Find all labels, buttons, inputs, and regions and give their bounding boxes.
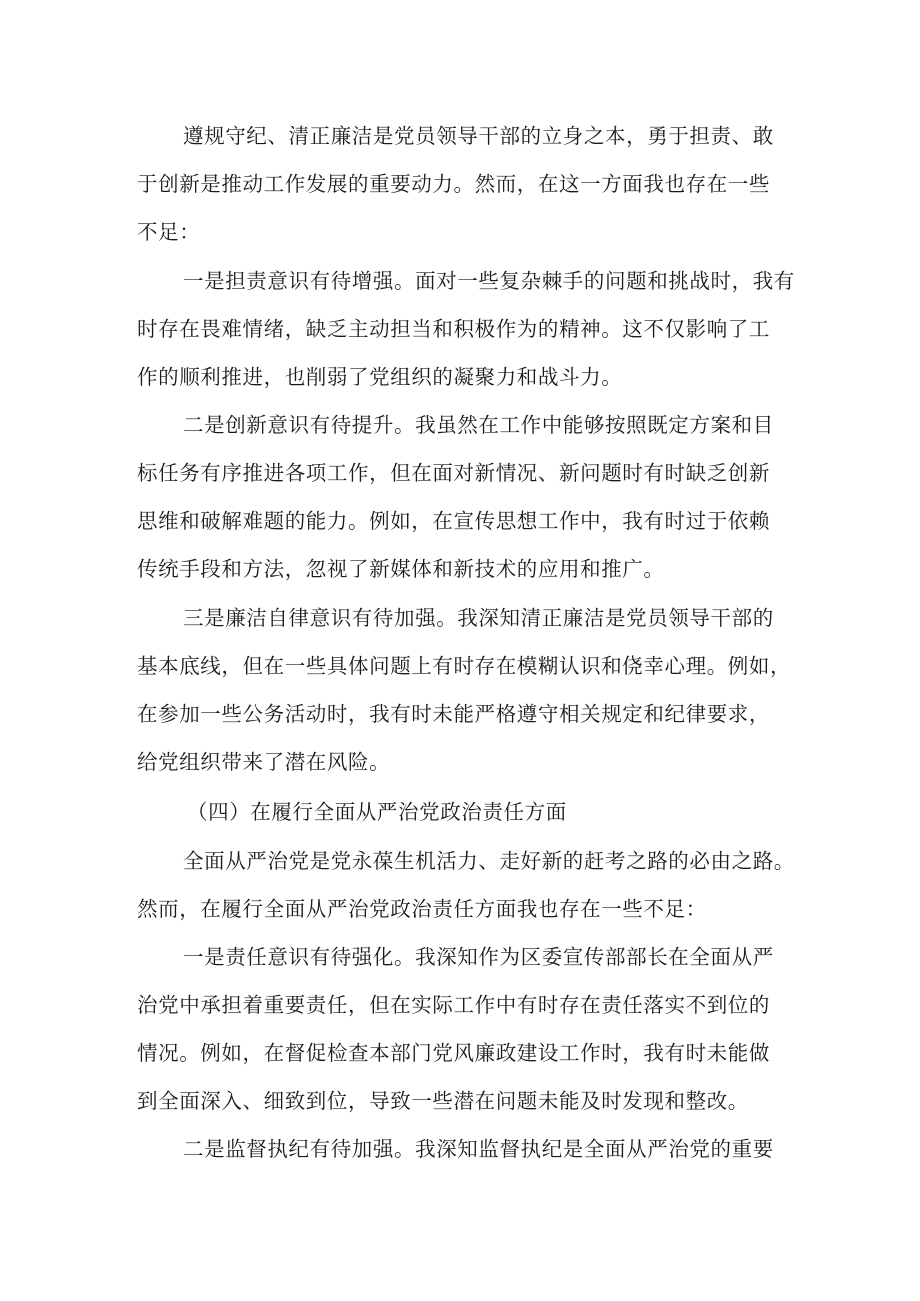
paragraph-line: 时存在畏难情绪，缺乏主动担当和积极作为的精神。这不仅影响了工 — [137, 317, 770, 341]
paragraph-line: 然而，在履行全面从严治党政治责任方面我也存在一些不足： — [137, 897, 707, 921]
section-heading: （四）在履行全面从严治党政治责任方面 — [187, 800, 567, 824]
paragraph-line: 遵规守纪、清正廉洁是党员领导干部的立身之本，勇于担责、敢 — [183, 124, 774, 148]
paragraph-line: 二是创新意识有待提升。我虽然在工作中能够按照既定方案和目 — [183, 413, 774, 437]
paragraph-line: 治党中承担着重要责任，但在实际工作中有时存在责任落实不到位的 — [137, 993, 770, 1017]
paragraph-line: 全面从严治党是党永葆生机活力、走好新的赶考之路的必由之路。 — [183, 849, 795, 873]
paragraph-line: 传统手段和方法，忽视了新媒体和新技术的应用和推广。 — [137, 557, 665, 581]
paragraph-line: 二是监督执纪有待加强。我深知监督执纪是全面从严治党的重要 — [183, 1137, 774, 1161]
paragraph-line: 思维和破解难题的能力。例如，在宣传思想工作中，我有时过于依赖 — [137, 509, 770, 533]
paragraph-line: 在参加一些公务活动时，我有时未能严格遵守相关规定和纪律要求， — [137, 702, 770, 726]
paragraph-line: 作的顺利推进，也削弱了党组织的凝聚力和战斗力。 — [137, 365, 623, 389]
paragraph-line: 一是责任意识有待强化。我深知作为区委宣传部部长在全面从严 — [183, 945, 774, 969]
paragraph-line: 标任务有序推进各项工作，但在面对新情况、新问题时有时缺乏创新 — [137, 461, 770, 485]
paragraph-line: 一是担责意识有待增强。面对一些复杂棘手的问题和挑战时，我有 — [183, 269, 795, 293]
paragraph-line: 情况。例如，在督促检查本部门党风廉政建设工作时，我有时未能做 — [137, 1041, 770, 1065]
paragraph-line: 不足： — [137, 220, 201, 244]
paragraph-line: 基本底线，但在一些具体问题上有时存在模糊认识和侥幸心理。例如， — [137, 654, 792, 678]
paragraph-line: 三是廉洁自律意识有待加强。我深知清正廉洁是党员领导干部的 — [183, 606, 774, 630]
paragraph-line: 于创新是推动工作发展的重要动力。然而，在这一方面我也存在一些 — [137, 172, 770, 196]
paragraph-line: 到全面深入、细致到位，导致一些潜在问题未能及时发现和整改。 — [137, 1089, 749, 1113]
paragraph-line: 给党组织带来了潜在风险。 — [137, 750, 391, 774]
